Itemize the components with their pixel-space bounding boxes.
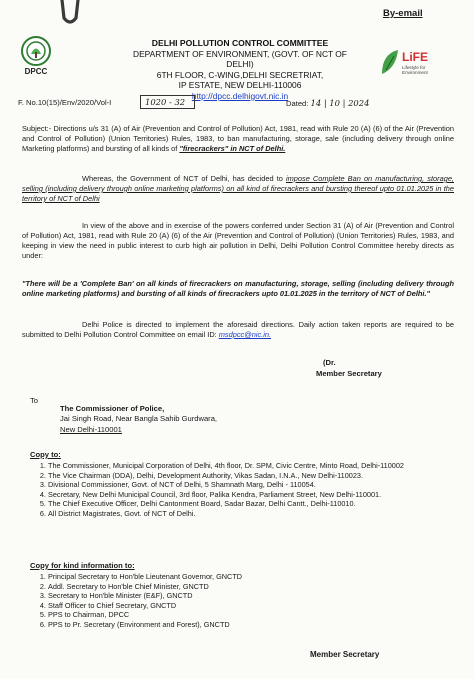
address-line-2: IP ESTATE, NEW DELHI-110006 <box>178 80 302 91</box>
addressee-address: Jai Singh Road, Near Bangla Sahib Gurdwara, <box>60 414 218 424</box>
dated-label: Dated: <box>286 99 309 108</box>
life-logo-subtext: Lifestyle for Environment <box>402 65 428 76</box>
list-item: 3. Secretary to Hon'ble Minister (E&F), GNCTD <box>48 591 455 601</box>
direction-paragraph: "There will be a 'Complete Ban' on all kinds of firecrackers on manufacturing, storage, selling (including delivery through online marketing platforms) and bursting of all kinds of firecrackers upto 01.01.2025 in the territory of NCT of Delhi." <box>22 279 454 298</box>
copy-info-section <box>30 561 455 630</box>
life-logo-text: LiFE <box>402 50 428 64</box>
list-item: 2. The Vice Chairman (DDA), Delhi, Development Authority, Vikas Sadan, I.N.A., New Delhi-110023. <box>48 471 455 481</box>
subject-paragraph <box>22 124 454 154</box>
signatory-designation: Member Secretary <box>316 369 382 378</box>
list-item: 3. Divisional Commissioner, Govt. of NCT of Delhi, 5 Shamnath Marg, Delhi - 110054. <box>48 480 455 490</box>
list-item: 5. PPS to Chairman, DPCC <box>48 610 455 620</box>
dispatch-number: 1020 - 32 <box>140 95 195 109</box>
dpcc-logo-text: DPCC <box>24 67 48 76</box>
whereas-lead: Whereas, the Government of NCT of Delhi, has decided to <box>82 174 286 183</box>
list-item: 6. All District Magistrates, Govt. of NCT of Delhi. <box>48 509 455 519</box>
addressee-block <box>60 404 217 435</box>
whereas-paragraph <box>22 174 454 204</box>
copy-info-heading: Copy for kind information to: <box>30 561 135 570</box>
list-item: 6. PPS to Pr. Secretary (Environment and Forest), GNCTD <box>48 620 455 630</box>
list-item: 4. Secretary, New Delhi Municipal Council, 3rd floor, Palika Kendra, Parliament Street, New Delhi-110001. <box>48 490 455 500</box>
footer-designation: Member Secretary <box>310 650 380 659</box>
website-link[interactable]: http://dpcc.delhigovt.nic.in <box>191 90 289 101</box>
addressee-title: The Commissioner of Police, <box>60 404 165 413</box>
powers-paragraph: In view of the above and in exercise of the powers conferred under Section 31 (A) of Air (Prevention and Control of Pollution) Act, 1981, read with Rule 20 (A) (6) of the Air (Prevention and Control of Pollution) (Union Territories) Rules, 1983, and keeping in view the need in public interest to curb high air pollution in Delhi, Delhi Pollution Control Committee hereby directs as under: <box>22 221 454 260</box>
copy-to-list <box>30 461 455 519</box>
address-line-1: 6TH FLOOR, C-WING,DELHI SECRETRIAT, <box>156 69 324 80</box>
life-logo <box>376 44 440 88</box>
subject-emphasis: "firecrackers" in NCT of Delhi. <box>179 143 286 153</box>
date-value: 14 | 10 | 2024 <box>310 98 370 108</box>
handwritten-mark-icon <box>58 0 82 28</box>
department-line: DEPARTMENT OF ENVIRONMENT, (GOVT. OF NCT OF DELHI) <box>133 48 347 70</box>
copy-to-heading: Copy to: <box>30 450 61 459</box>
delhi-police-text: Delhi Police is directed to implement the aforesaid directions. Daily action taken reports are required to be submitted to Delhi Pollution Control Committee on email ID: <box>22 320 454 339</box>
dpcc-emblem-icon <box>23 38 49 64</box>
letterhead <box>120 38 360 102</box>
list-item: 2. Addl. Secretary to Hon'ble Chief Minister, GNCTD <box>48 582 455 592</box>
whereas-underlined: impose Complete Ban on manufacturing, storage, selling (including delivery through online marketing platforms) on all kind of firecrackers and bursting thereof upto 01.01.2025 in the territory of NCT of Delhi <box>22 174 454 203</box>
org-name: DELHI POLLUTION CONTROL COMMITTEE <box>151 38 329 48</box>
signatory-name: (Dr. <box>323 358 336 367</box>
dpcc-logo <box>14 36 58 82</box>
signature-block <box>316 358 382 378</box>
list-item: 1. The Commissioner, Municipal Corporation of Delhi, 4th floor, Dr. SPM, Civic Centre, Minto Road, Delhi-110002 <box>48 461 455 471</box>
file-number: F. No.10(15)/Env/2020/Vol-I <box>18 98 112 107</box>
by-email-label: By-email <box>383 8 423 19</box>
copy-to-section <box>30 450 455 519</box>
to-label: To <box>30 396 39 405</box>
list-item: 1. Principal Secretary to Hon'ble Lieutenant Governor, GNCTD <box>48 572 455 582</box>
email-link[interactable]: msdpcc@nic.in. <box>218 329 272 339</box>
copy-info-list <box>30 572 455 630</box>
list-item: 4. Staff Officer to Chief Secretary, GNCTD <box>48 601 455 611</box>
list-item: 5. The Chief Executive Officer, Delhi Cantonment Board, Sadar Bazar, Delhi Cantt., Delhi-110010. <box>48 499 455 509</box>
date-line <box>286 98 369 108</box>
addressee-city: New Delhi-110001 <box>60 424 122 434</box>
subject-text: Subject:- Directions u/s 31 (A) of Air (Prevention and Control of Pollution) Act, 1981, read with Rule 20 (A) (6) of the Air (Prevention and Control of Pollution) (Union Territories) Rules, 1983, to ban manufacturing, storage, sale (including delivery through online Marketing platforms) and bursting of all kinds of <box>22 124 454 153</box>
delhi-police-paragraph <box>22 320 454 340</box>
